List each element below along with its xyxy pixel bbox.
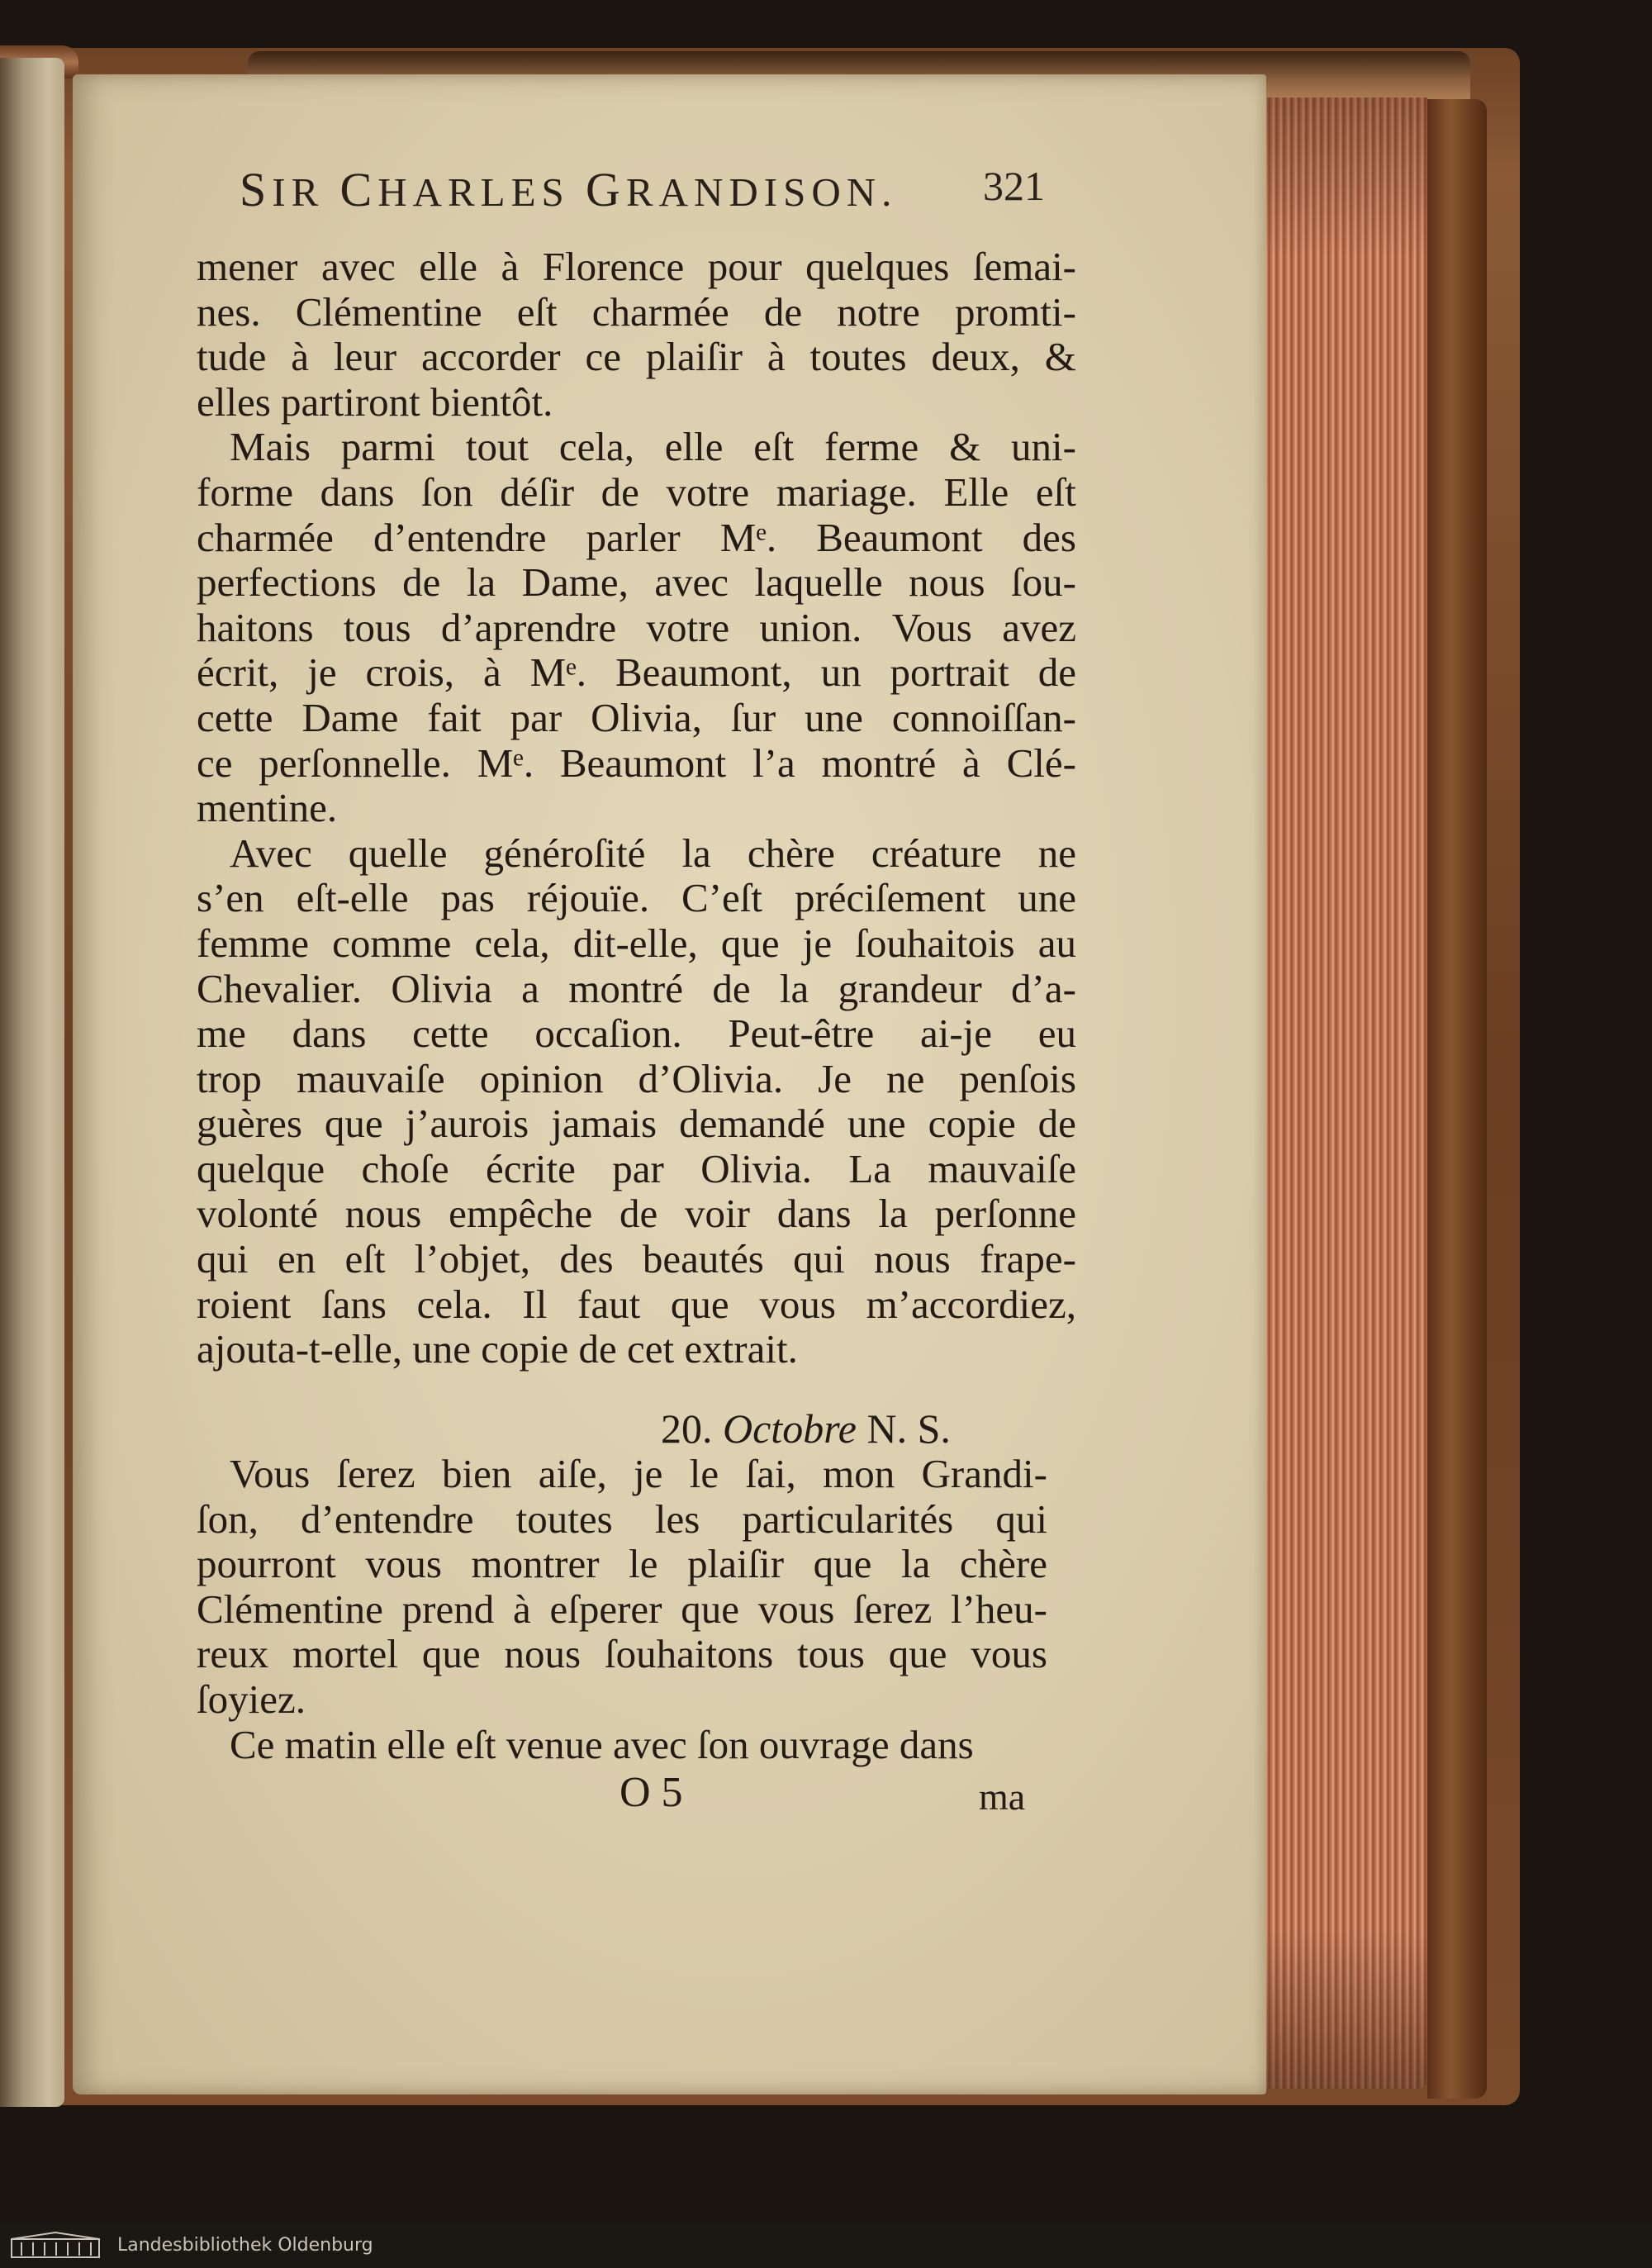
word: eſt <box>516 288 558 335</box>
word: ai-je <box>919 1010 992 1057</box>
text-line <box>197 1011 1076 1057</box>
word: Olivia. <box>700 1145 812 1191</box>
word: que <box>888 1631 947 1677</box>
word: les <box>654 1495 700 1542</box>
word: tous <box>797 1631 865 1677</box>
word: qui <box>793 1236 845 1282</box>
word: je <box>634 1451 663 1496</box>
word: prend <box>401 1586 495 1632</box>
word: a <box>521 965 539 1011</box>
word: d’Olivia. <box>638 1055 784 1101</box>
word: avec <box>320 244 396 289</box>
word: mortel <box>292 1631 398 1677</box>
word: le <box>689 1451 719 1496</box>
word: de <box>1037 649 1076 696</box>
word: Peut-être <box>728 1010 875 1057</box>
word: eſt-elle <box>296 875 409 921</box>
running-head-part: RANDISON. <box>625 169 898 215</box>
word: cette <box>412 1010 489 1057</box>
word: Clémentine <box>197 1586 383 1632</box>
date-suffix: N. S. <box>866 1405 951 1452</box>
word: que <box>813 1541 872 1587</box>
word: d’aprendre <box>440 604 617 650</box>
text-line <box>197 516 1076 561</box>
word: cela, <box>474 920 550 966</box>
word: chère <box>959 1541 1047 1587</box>
text-line <box>197 786 1076 831</box>
word: cette <box>197 694 273 740</box>
text-line <box>197 1587 1047 1633</box>
running-head-part: G <box>586 163 626 216</box>
word: Vous <box>891 604 972 650</box>
word: de <box>712 965 751 1011</box>
word: montrer <box>471 1541 600 1587</box>
word: C’eſt <box>681 875 763 921</box>
text-line <box>197 1282 1076 1328</box>
text-line <box>197 1542 1047 1587</box>
word: crois, <box>365 649 455 696</box>
text-line <box>197 606 1076 651</box>
word: ſouhaitois <box>855 920 1015 966</box>
word: une <box>805 694 863 740</box>
word: que <box>681 1586 739 1632</box>
word: à <box>482 649 501 696</box>
word: uni- <box>1010 424 1076 470</box>
word: haitons <box>197 604 314 650</box>
word: Clé- <box>1006 739 1076 786</box>
word: la <box>681 830 711 876</box>
word: l’a <box>752 739 795 786</box>
word: mauvaiſe <box>297 1055 445 1101</box>
word: l’heu- <box>950 1586 1047 1632</box>
word: Grandi- <box>921 1451 1047 1496</box>
text-line-content: ſoyiez. <box>197 1676 306 1722</box>
word: de <box>601 468 639 515</box>
word: nous <box>874 1236 951 1282</box>
word: plaiſir <box>645 334 743 380</box>
word: Je <box>818 1055 852 1101</box>
word: je <box>307 649 337 696</box>
word: deux, <box>931 334 1020 380</box>
word: Dame <box>301 694 399 740</box>
word: s’en <box>197 875 264 921</box>
text-line <box>197 290 1076 335</box>
running-head-part: IR <box>272 169 340 215</box>
text-line <box>197 245 1076 290</box>
word: eſt <box>1035 468 1076 515</box>
word: reux <box>197 1631 269 1677</box>
word: quelque <box>197 1145 325 1191</box>
word: nes. <box>197 288 261 335</box>
word: fait <box>427 694 482 740</box>
word: accorder <box>420 334 561 380</box>
word: vous <box>757 1586 835 1632</box>
word: que <box>720 920 780 966</box>
word: Beaumont <box>816 514 983 560</box>
word: Olivia, <box>591 694 702 740</box>
word: femme <box>197 920 310 966</box>
word: Mais <box>230 424 311 470</box>
word: Clémentine <box>295 288 482 335</box>
word: eſperer <box>549 1586 662 1632</box>
word: la <box>779 965 809 1011</box>
word: créature <box>871 830 1002 876</box>
text-line <box>197 425 1076 470</box>
word: Il <box>522 1281 548 1327</box>
word: de <box>620 1191 658 1237</box>
word: de <box>1037 1101 1076 1147</box>
word: perſonnelle. <box>259 739 451 786</box>
word: penſois <box>959 1055 1076 1101</box>
word: mener <box>197 244 298 289</box>
word: connoiſſan- <box>891 694 1076 740</box>
word: mon <box>823 1451 895 1496</box>
word: Mᵉ. <box>719 514 777 560</box>
word: nous <box>344 1191 422 1237</box>
word: à <box>291 334 310 380</box>
text-line <box>197 1191 1076 1237</box>
word: beautés <box>642 1236 764 1282</box>
word: parmi <box>340 424 436 470</box>
word: comme <box>332 920 452 966</box>
word: Chevalier. <box>197 965 363 1011</box>
catchword: ma <box>979 1776 1026 1818</box>
word: mauvaiſe <box>928 1145 1076 1191</box>
text-line <box>197 1147 1076 1192</box>
word: j’aurois <box>405 1101 529 1147</box>
word: Olivia <box>391 965 492 1011</box>
word: cela. <box>416 1281 492 1327</box>
running-head-part: S <box>240 163 273 216</box>
word: empêche <box>449 1191 593 1237</box>
word: que <box>670 1281 729 1327</box>
word: eſt <box>344 1236 386 1282</box>
word: quelques <box>805 244 950 289</box>
word: Beaumont <box>559 739 727 786</box>
word: montré <box>568 965 683 1011</box>
text-line <box>197 650 1076 696</box>
word: ſai, <box>745 1451 796 1496</box>
word: nous <box>909 559 985 606</box>
text-line <box>197 1723 1047 1768</box>
word: tous <box>343 604 411 650</box>
word: en <box>277 1236 316 1282</box>
word: par <box>510 694 563 740</box>
word: opinion <box>479 1055 604 1101</box>
word: pour <box>707 244 782 289</box>
word: mariage. <box>776 468 917 515</box>
word: la <box>900 1541 931 1587</box>
word: roient <box>197 1281 292 1327</box>
word: eſt <box>753 424 795 470</box>
word: écrite <box>486 1145 576 1191</box>
word: ſouhaitons <box>605 1631 774 1677</box>
word: la <box>466 559 496 606</box>
word: portrait <box>890 649 1009 696</box>
word: à <box>512 1586 531 1632</box>
date-heading <box>661 1405 1041 1454</box>
word: Vous <box>230 1451 311 1496</box>
word: préciſement <box>794 875 986 921</box>
word: une <box>1018 875 1076 921</box>
word: faut <box>577 1281 641 1327</box>
word: ne <box>886 1055 925 1101</box>
word: charmée <box>591 288 729 335</box>
word: ſemai- <box>972 244 1076 289</box>
word: dans <box>776 1191 852 1237</box>
word: ce <box>585 334 622 380</box>
word: ſerez <box>336 1451 415 1496</box>
text-line <box>197 560 1076 606</box>
word: pourront <box>197 1541 336 1587</box>
word: Dame, <box>521 559 629 606</box>
word: guères <box>197 1101 302 1147</box>
text-line <box>197 921 1076 967</box>
text-line-content: mentine. <box>197 785 338 831</box>
word: avec <box>654 559 729 606</box>
word: voir <box>685 1191 750 1237</box>
word: union. <box>759 604 862 650</box>
word: d’entendre <box>301 1495 474 1542</box>
word: perfections <box>197 559 377 606</box>
word: ſon, <box>197 1495 259 1542</box>
word: réjouïe. <box>526 875 650 921</box>
text-line <box>197 335 1076 380</box>
word: qui <box>995 1495 1047 1542</box>
text-line <box>197 470 1076 516</box>
word: me <box>197 1010 246 1057</box>
word: des <box>1022 514 1076 560</box>
text-line <box>197 967 1076 1012</box>
word: écrit, <box>197 649 279 696</box>
word: à <box>501 244 520 289</box>
word: Elle <box>943 468 1009 515</box>
word: trop <box>197 1055 262 1101</box>
word: avez <box>1002 604 1076 650</box>
word: ferme <box>824 424 919 470</box>
word: copie <box>928 1101 1016 1147</box>
word: perſonne <box>934 1191 1076 1237</box>
library-logo-icon <box>10 2231 101 2261</box>
word: des <box>559 1236 614 1282</box>
word: ſou- <box>1011 559 1076 606</box>
footer-bar <box>0 2223 1652 2268</box>
text-line <box>197 1632 1047 1677</box>
word: choſe <box>361 1145 449 1191</box>
word: votre <box>666 468 750 515</box>
fore-edge-shadow <box>1262 97 1427 2089</box>
word: ſur <box>730 694 776 740</box>
word: dans <box>320 468 395 515</box>
word: dans <box>292 1010 367 1057</box>
word: ce <box>197 739 233 786</box>
word: m’accordiez, <box>866 1281 1076 1327</box>
word: nous <box>504 1631 582 1677</box>
word: une <box>847 1101 906 1147</box>
word: leur <box>333 334 397 380</box>
word: jamais <box>551 1101 657 1147</box>
word: particularités <box>742 1495 954 1542</box>
word: occaſion. <box>534 1010 682 1057</box>
body-text-part1 <box>197 245 1076 1372</box>
word: cela, <box>558 424 634 470</box>
text-line <box>197 1057 1076 1102</box>
body-text-part2 <box>197 1452 1047 1767</box>
text-line <box>197 741 1076 787</box>
text-line <box>197 380 1076 426</box>
word: grandeur <box>838 965 982 1011</box>
word: la <box>878 1191 908 1237</box>
word: vous <box>365 1541 442 1587</box>
word: chère <box>747 830 835 876</box>
word: Beaumont, <box>615 649 792 696</box>
word: ſans <box>320 1281 387 1327</box>
word: vous <box>971 1631 1047 1677</box>
word: tude <box>197 334 267 380</box>
word: je <box>802 920 833 966</box>
word: bien <box>442 1451 512 1496</box>
word: d’a- <box>1011 965 1076 1011</box>
text-line <box>197 1101 1076 1147</box>
word: frape- <box>980 1236 1076 1282</box>
running-head-part: HARLES <box>377 169 586 215</box>
word: volonté <box>197 1191 318 1237</box>
previous-page-edge <box>0 58 64 2107</box>
word: à <box>767 334 786 380</box>
running-head <box>240 162 1107 220</box>
text-line <box>197 831 1076 877</box>
date-day: 20. <box>661 1405 713 1452</box>
word: généroſité <box>483 830 646 876</box>
word: aiſe, <box>538 1451 607 1496</box>
word: d’entendre <box>373 514 547 560</box>
page-number: 321 <box>983 163 1045 209</box>
text-line <box>197 1677 1047 1723</box>
text-line <box>197 1452 1047 1497</box>
word: Mᵉ. <box>477 739 534 786</box>
text-line <box>197 876 1076 921</box>
date-month: Octobre <box>723 1405 857 1452</box>
word: par <box>612 1145 664 1191</box>
word: notre <box>837 288 920 335</box>
word: laquelle <box>754 559 883 606</box>
text-line <box>197 1327 1076 1372</box>
library-name: Landesbibliothek Oldenburg <box>117 2235 373 2256</box>
word: parler <box>586 514 681 560</box>
word: au <box>1037 920 1076 966</box>
word: montré <box>821 739 937 786</box>
word: forme <box>197 468 293 515</box>
word: à <box>962 739 980 786</box>
word: qui <box>197 1236 249 1282</box>
text-line <box>197 1237 1076 1282</box>
word: de <box>402 559 441 606</box>
word: demandé <box>679 1101 825 1147</box>
cover-spine-edge <box>1427 99 1487 2099</box>
text-line <box>197 1497 1047 1543</box>
word: eu <box>1037 1010 1076 1057</box>
word: plaiſir <box>687 1541 785 1587</box>
word: La <box>848 1145 891 1191</box>
text-line-content: ajouta-t-elle, une copie de cet extrait. <box>197 1326 798 1372</box>
word: elle <box>419 244 477 289</box>
word: l’objet, <box>414 1236 530 1282</box>
word: que <box>324 1101 383 1147</box>
word: ne <box>1037 830 1076 876</box>
signature-mark: O 5 <box>620 1769 683 1816</box>
word: charmée <box>197 514 334 560</box>
text-line <box>197 696 1076 741</box>
word: vous <box>759 1281 836 1327</box>
word: ſon <box>421 468 473 515</box>
word: Florence <box>542 244 685 289</box>
word: de <box>763 288 803 335</box>
word: tout <box>465 424 529 470</box>
text-line-content: Ce matin elle eſt venue avec ſon ouvrage dans <box>230 1721 974 1767</box>
word: que <box>421 1631 481 1677</box>
word: & <box>1044 334 1076 380</box>
word: un <box>820 649 862 696</box>
word: Avec <box>230 830 312 876</box>
word: ſerez <box>853 1586 933 1632</box>
word: votre <box>646 604 730 650</box>
word: le <box>629 1541 658 1587</box>
text-line-content: elles partiront bientôt. <box>197 378 553 425</box>
word: & <box>949 424 981 470</box>
word: déſir <box>500 468 575 515</box>
word: toutes <box>809 334 907 380</box>
word: promti- <box>954 288 1076 335</box>
running-head-part: C <box>339 163 378 216</box>
word: dit-elle, <box>572 920 698 966</box>
word: elle <box>664 424 724 470</box>
word: quelle <box>348 830 448 876</box>
word: Mᵉ. <box>529 649 587 696</box>
word: pas <box>440 875 495 921</box>
word: toutes <box>515 1495 613 1542</box>
